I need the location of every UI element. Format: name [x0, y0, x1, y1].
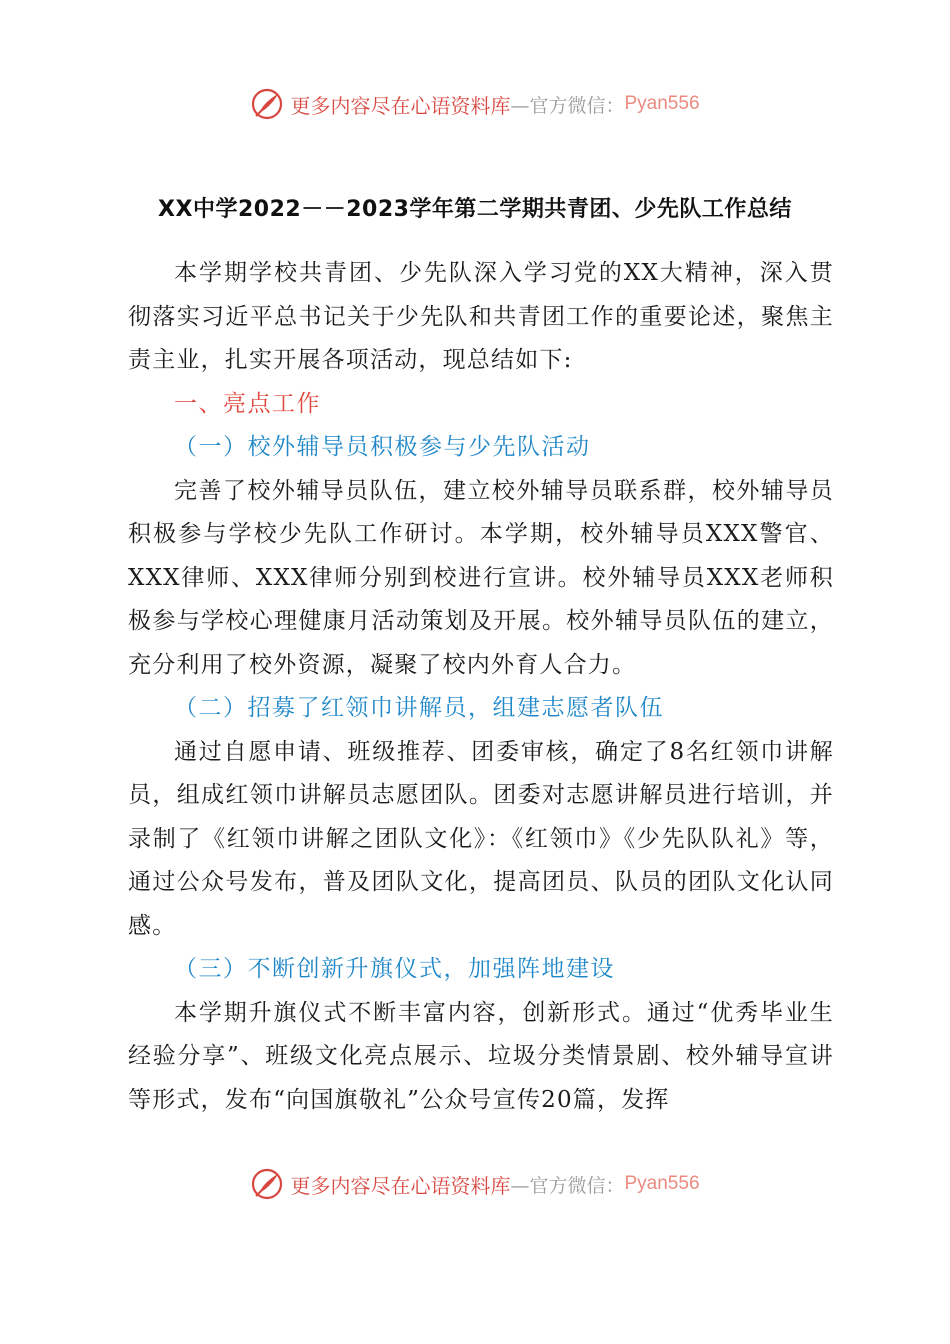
- intro-paragraph: 本学期学校共青团、少先队深入学习党的XX大精神，深入贯彻落实习近平总书记关于少先队和共青团工作的重要论述，聚焦主责主业，扎实开展各项活动，现总结如下:: [128, 260, 834, 373]
- paragraph-2: 通过自愿申请、班级推荐、团委审核，确定了8名红领巾讲解员，组成红领巾讲解员志愿团队。团委对志愿讲解员进行培训，并录制了《红领巾讲解之团队文化》：《红领巾》《少先队队礼》等，通过公众号发布，普及团队文化，提高团员、队员的团队文化认同感。: [128, 738, 834, 939]
- subheading-1: （一）校外辅导员积极参与少先队活动: [174, 434, 591, 460]
- subheading-3: （三）不断创新升旗仪式，加强阵地建设: [174, 956, 615, 982]
- quill-pen-logo-icon: [250, 1167, 284, 1201]
- section-heading-highlights: 一、亮点工作: [174, 390, 321, 417]
- subheading-2: （二）招募了红领巾讲解员，组建志愿者队伍: [174, 695, 664, 721]
- banner-wechat-id: Pyan556: [624, 1173, 700, 1194]
- banner-brand-text: 更多内容尽在心语资料库: [290, 93, 511, 118]
- banner-wechat-label: —官方微信：: [510, 1174, 625, 1197]
- banner-wechat-id: Pyan556: [624, 93, 700, 114]
- paragraph-3: 本学期升旗仪式不断丰富内容，创新形式。通过“优秀毕业生经验分享”、班级文化亮点展示、垃圾分类情景剧、校外辅导宣讲等形式，发布“向国旗敬礼”公众号宣传20篇，发挥: [128, 999, 834, 1113]
- quill-pen-logo-icon: [250, 87, 284, 121]
- banner-brand-text: 更多内容尽在心语资料库: [290, 1173, 511, 1198]
- document-body: [128, 252, 834, 1122]
- paragraph-1: 完善了校外辅导员队伍，建立校外辅导员联系群，校外辅导员积极参与学校少先队工作研讨。本学期，校外辅导员XXX警官、XXX律师、XXX律师分别到校进行宣讲。校外辅导员XXX老师积极参与学校心理健康月活动策划及开展。校外辅导员队伍的建立，充分利用了校外资源，凝聚了校内外育人合力。: [128, 477, 834, 678]
- footer-watermark-banner: [0, 1164, 950, 1204]
- banner-wechat-label: —官方微信：: [510, 94, 625, 117]
- header-watermark-banner: [0, 84, 950, 124]
- document-title: XX中学2022－－2023学年第二学期共青团、少先队工作总结: [158, 197, 792, 222]
